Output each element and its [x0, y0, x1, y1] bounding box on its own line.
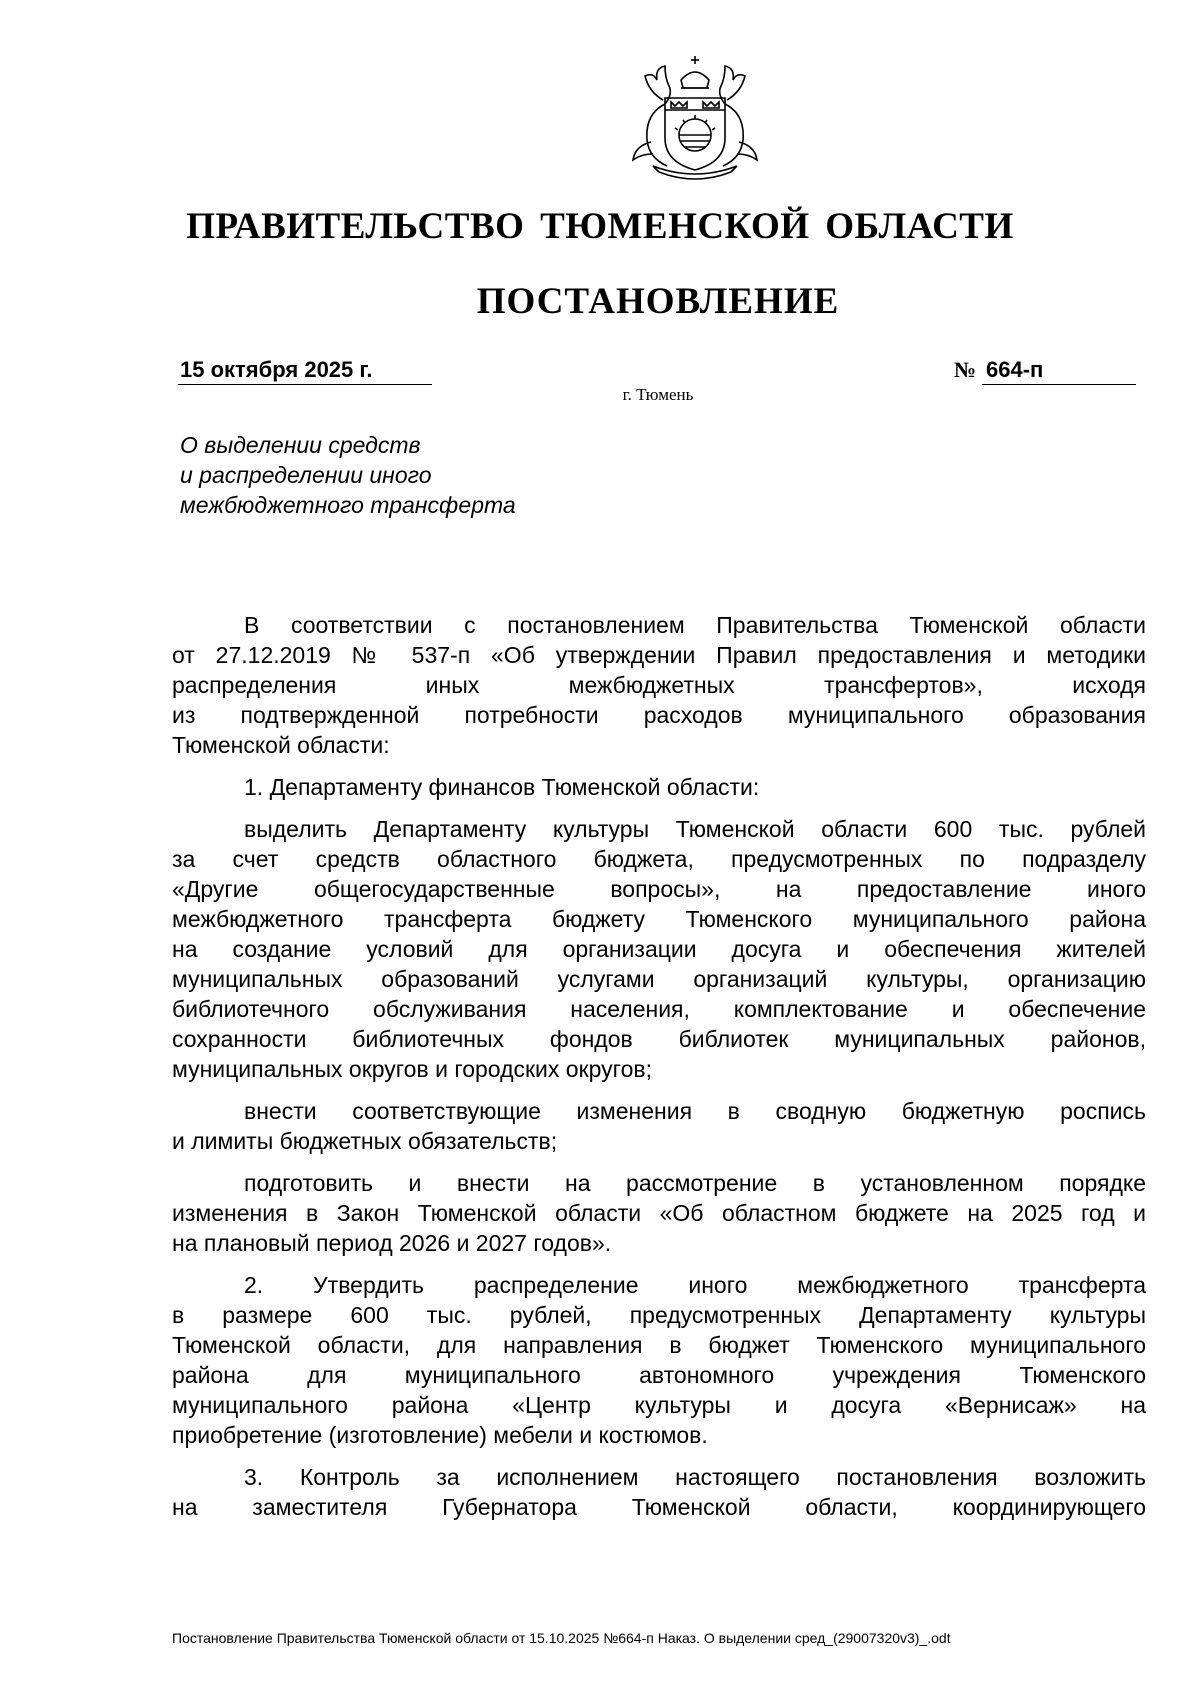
number-sign: № [954, 357, 977, 382]
paragraph-line: муниципальных округов и городских округов; [172, 1056, 652, 1082]
paragraph-line: за счет средств областного бюджета, предусмотренных по подразделу [172, 846, 1146, 872]
body-paragraph [172, 1096, 1146, 1156]
paragraph-line: межбюджетного трансферта бюджету Тюменского муниципального района [172, 906, 1146, 932]
paragraph-line: муниципального района «Центр культуры и досуга «Вернисаж» на [172, 1392, 1146, 1418]
paragraph-line: 3. Контроль за исполнением настоящего постановления возложить [244, 1464, 1146, 1490]
subject-line: О выделении средств [180, 432, 421, 458]
paragraph-line: приобретение (изготовление) мебели и костюмов. [172, 1422, 708, 1448]
paragraph-line: от 27.12.2019 № 537-п «Об утверждении Правил предоставления и методики [172, 642, 1146, 668]
subject-line: межбюджетного трансферта [180, 492, 516, 518]
paragraph-line: на заместителя Губернатора Тюменской области, координирующего [172, 1494, 1146, 1520]
paragraph-line: В соответствии с постановлением Правительства Тюменской области [244, 612, 1146, 638]
paragraph-line: выделить Департаменту культуры Тюменской области 600 тыс. рублей [244, 816, 1146, 842]
page-footer: Постановление Правительства Тюменской области от 15.10.2025 №664-п Наказ. О выделении сред_(29007320v3)_.odt [172, 1630, 951, 1646]
paragraph-line: на плановый период 2026 и 2027 годов». [172, 1230, 612, 1256]
organization-title: ПРАВИТЕЛЬСТВО ТЮМЕНСКОЙ ОБЛАСТИ [186, 206, 1014, 247]
body-paragraph [172, 772, 1146, 802]
document-body [172, 610, 1146, 1534]
paragraph-line: и лимиты бюджетных обязательств; [172, 1128, 558, 1154]
paragraph-line: подготовить и внести на рассмотрение в установленном порядке [244, 1170, 1146, 1196]
document-type: ПОСТАНОВЛЕНИЕ [476, 281, 840, 322]
paragraph-line: «Другие общегосударственные вопросы», на предоставление иного [172, 876, 1146, 902]
subject-line: и распределении иного [180, 462, 432, 488]
coat-of-arms-icon [595, 50, 795, 185]
document-number: 664-п [982, 356, 1136, 385]
document-subject [180, 430, 600, 520]
paragraph-line: Тюменской области: [172, 732, 390, 758]
paragraph-line: из подтвержденной потребности расходов муниципального образования [172, 702, 1146, 728]
paragraph-line: изменения в Закон Тюменской области «Об областном бюджете на 2025 год и [172, 1200, 1146, 1226]
paragraph-line: Тюменской области, для направления в бюджет Тюменского муниципального [172, 1332, 1146, 1358]
body-paragraph [172, 610, 1146, 760]
paragraph-line: сохранности библиотечных фондов библиотек муниципальных районов, [172, 1026, 1146, 1052]
paragraph-line: в размере 600 тыс. рублей, предусмотренных Департаменту культуры [172, 1302, 1146, 1328]
body-paragraph [172, 1168, 1146, 1258]
paragraph-line: 1. Департаменту финансов Тюменской области: [244, 774, 760, 800]
paragraph-line: района для муниципального автономного учреждения Тюменского [172, 1362, 1146, 1388]
paragraph-line: муниципальных образований услугами организаций культуры, организацию [172, 966, 1146, 992]
body-paragraph [172, 814, 1146, 1084]
paragraph-line: внести соответствующие изменения в сводную бюджетную роспись [244, 1098, 1146, 1124]
body-paragraph [172, 1270, 1146, 1450]
paragraph-line: 2. Утвердить распределение иного межбюджетного трансферта [244, 1272, 1146, 1298]
document-date: 15 октября 2025 г. [178, 356, 432, 385]
paragraph-line: распределения иных межбюджетных трансфертов», исходя [172, 672, 1146, 698]
paragraph-line: на создание условий для организации досуга и обеспечения жителей [172, 936, 1146, 962]
body-paragraph [172, 1462, 1146, 1522]
paragraph-line: библиотечного обслуживания населения, комплектование и обеспечение [172, 996, 1146, 1022]
city: г. Тюмень [622, 385, 694, 404]
